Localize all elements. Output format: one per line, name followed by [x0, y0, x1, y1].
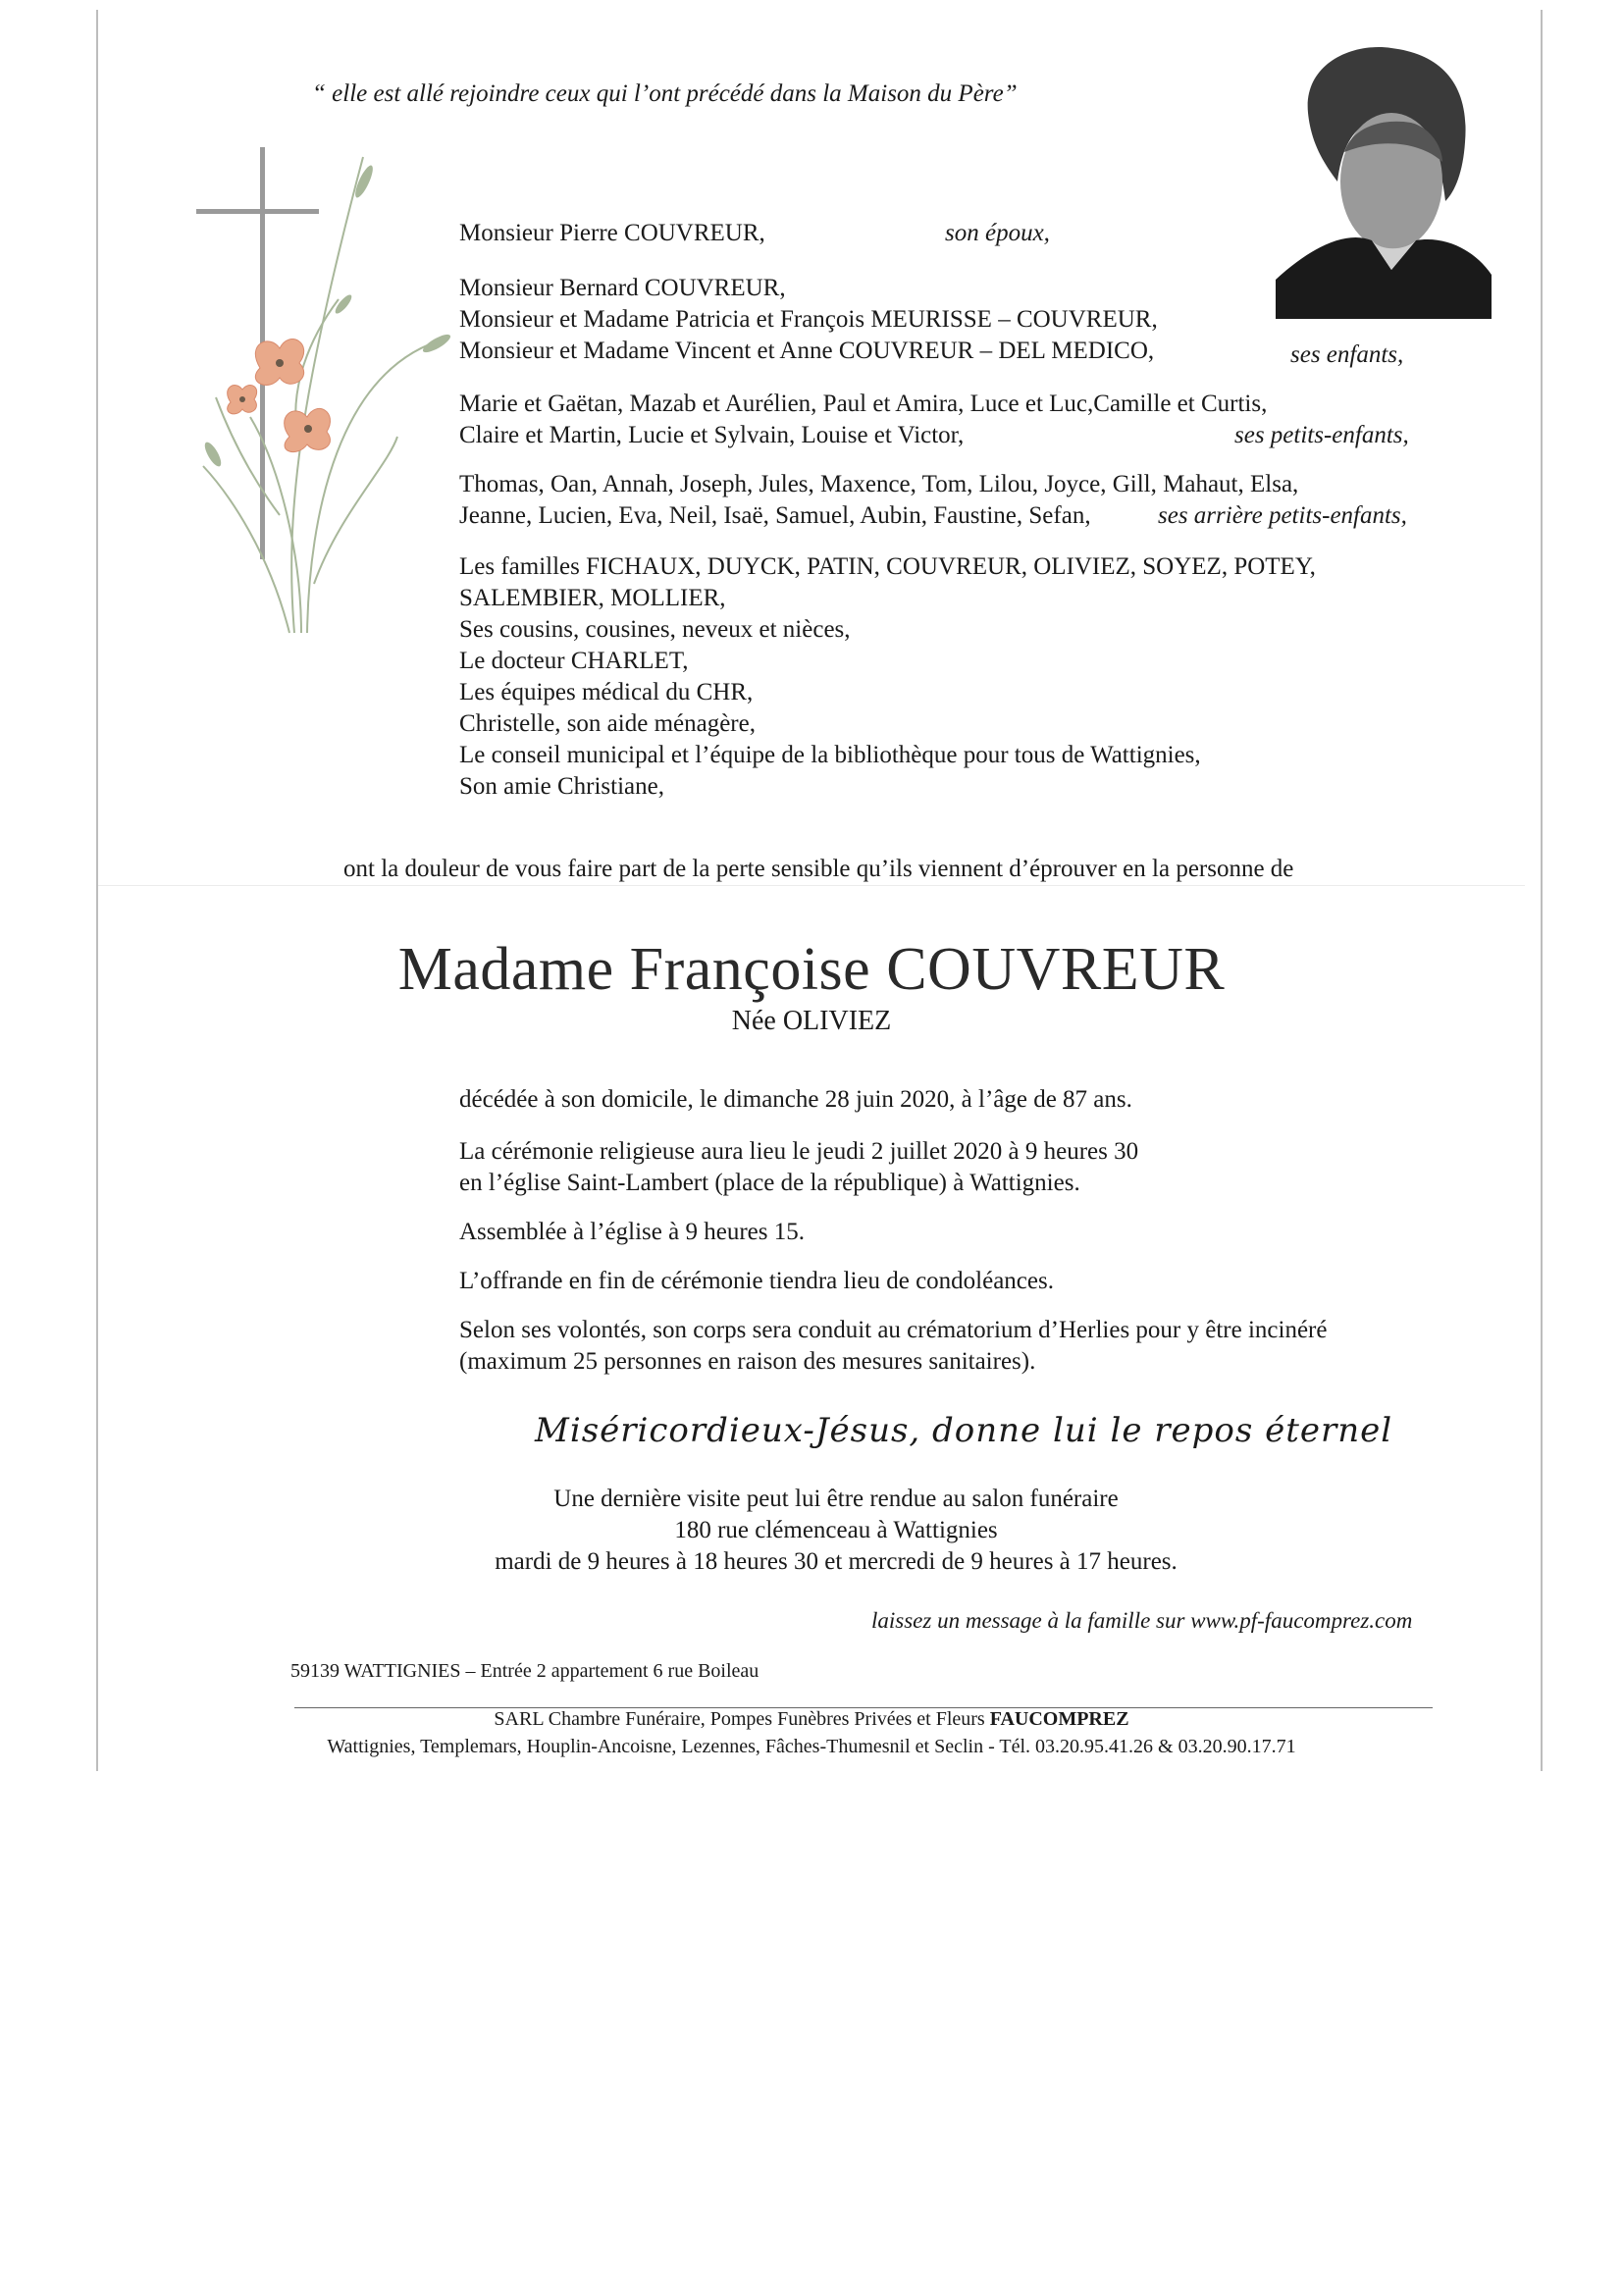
- great-grandchildren-line: Thomas, Oan, Annah, Joseph, Jules, Maxence, Tom, Lilou, Joyce, Gill, Mahaut, Elsa,: [459, 471, 1299, 497]
- great-grandchildren-line: Jeanne, Lucien, Eva, Neil, Isaë, Samuel, Aubin, Faustine, Sefan,: [459, 502, 1091, 529]
- detail-line: Selon ses volontés, son corps sera conduit au crématorium d’Herlies pour y être incinéré: [459, 1317, 1328, 1343]
- address: 59139 WATTIGNIES – Entrée 2 appartement 6 rue Boileau: [290, 1660, 759, 1682]
- detail-line: (maximum 25 personnes en raison des mesures sanitaires).: [459, 1348, 1036, 1375]
- detail-line: décédée à son domicile, le dimanche 28 juin 2020, à l’âge de 87 ans.: [459, 1086, 1132, 1113]
- maiden-name: Née OLIVIEZ: [731, 1006, 892, 1036]
- visit-line: mardi de 9 heures à 18 heures 30 et mercredi de 9 heures à 17 heures.: [495, 1548, 1178, 1575]
- cross-poppies-icon: [191, 142, 456, 638]
- others-line: Le docteur CHARLET,: [459, 648, 689, 674]
- children-line: Monsieur et Madame Patricia et François MEURISSE – COUVREUR,: [459, 306, 1158, 333]
- website-message: laissez un message à la famille sur www.pf-faucomprez.com: [871, 1608, 1413, 1633]
- portrait-photo-icon: [1274, 34, 1492, 319]
- grandchildren-line: Claire et Martin, Lucie et Sylvain, Louise et Victor,: [459, 422, 965, 448]
- others-line: Christelle, son aide ménagère,: [459, 710, 756, 737]
- visit-line: Une dernière visite peut lui être rendue au salon funéraire: [553, 1486, 1119, 1512]
- footer-company-prefix: SARL Chambre Funéraire, Pompes Funèbres Privées et Fleurs: [494, 1708, 985, 1730]
- visit-line: 180 rue clémenceau à Wattignies: [674, 1517, 998, 1543]
- fold-line: [98, 885, 1525, 886]
- footer-company-name: FAUCOMPREZ: [989, 1708, 1129, 1730]
- quote: “ elle est allé rejoindre ceux qui l’ont précédé dans la Maison du Père”: [312, 80, 1018, 107]
- children-line: Monsieur et Madame Vincent et Anne COUVREUR – DEL MEDICO,: [459, 338, 1155, 364]
- others-line: Ses cousins, cousines, neveux et nièces,: [459, 616, 851, 643]
- children-line: Monsieur Bernard COUVREUR,: [459, 275, 786, 301]
- deceased-name: Madame Françoise COUVREUR: [397, 936, 1226, 1003]
- spouse-role: son époux,: [945, 220, 1050, 246]
- grandchildren-role: ses petits-enfants,: [1234, 422, 1409, 448]
- children-role: ses enfants,: [1290, 341, 1404, 368]
- others-line: Le conseil municipal et l’équipe de la bibliothèque pour tous de Wattignies,: [459, 742, 1201, 768]
- grandchildren-line: Marie et Gaëtan, Mazab et Aurélien, Paul et Amira, Luce et Luc,Camille et Curtis,: [459, 391, 1268, 417]
- great-grandchildren-role: ses arrière petits-enfants,: [1158, 502, 1407, 529]
- detail-line: La cérémonie religieuse aura lieu le jeudi 2 juillet 2020 à 9 heures 30: [459, 1138, 1139, 1165]
- others-line: SALEMBIER, MOLLIER,: [459, 585, 726, 611]
- prayer: Miséricordieux-Jésus, donne lui le repos éternel: [535, 1411, 1393, 1450]
- detail-line: L’offrande en fin de cérémonie tiendra lieu de condoléances.: [459, 1268, 1054, 1294]
- spouse-name: Monsieur Pierre COUVREUR,: [459, 220, 765, 246]
- footer-locations: Wattignies, Templemars, Houplin-Ancoisne, Lezennes, Fâches-Thumesnil et Seclin - Tél. 03.20.95.41.26 & 03.20.90.17.71: [327, 1736, 1296, 1757]
- detail-line: Assemblée à l’église à 9 heures 15.: [459, 1219, 805, 1245]
- others-line: Les équipes médical du CHR,: [459, 679, 754, 705]
- others-line: Les familles FICHAUX, DUYCK, PATIN, COUVREUR, OLIVIEZ, SOYEZ, POTEY,: [459, 553, 1316, 580]
- announcement: ont la douleur de vous faire part de la perte sensible qu’ils viennent d’éprouver en la personne de: [343, 856, 1294, 882]
- detail-line: en l’église Saint-Lambert (place de la république) à Wattignies.: [459, 1170, 1080, 1196]
- others-line: Son amie Christiane,: [459, 773, 664, 800]
